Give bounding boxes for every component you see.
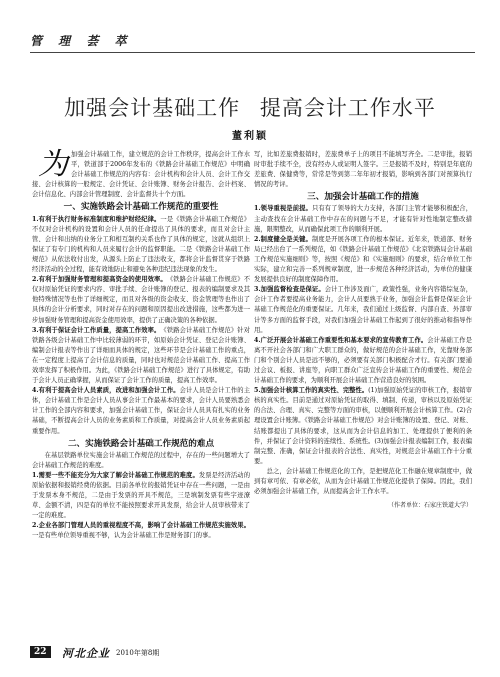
title-part-1: 加强会计基础工作 — [64, 96, 241, 120]
s1-p3-text: 《铁路会计基础工作规范》针对铁路各级会计基础工作中比较薄弱的环节，如原始会计凭证、登记会计账簿、编制会计报表等作出了详细而具体的规定，这些环节是会计基础工作的重点，在一定程度上提高了会计信息的质量，同时也对规范会计基础工作、提高工作效率发挥了积极作用。为此，《铁路会计基础工作规范》进行了具体规定，有助于会计人员正确掌握，从而保证了会计工作的质量，提高工作效率。 — [32, 326, 251, 385]
s1-p2-text: 《铁路会计基础工作规范》不仅对原始凭证的要求内容、审批手续、会计账簿的登记、报表的编制要求及其他特殊情况等也作了详细规定，而且对各级的资金收支、资金管理等也作出了具体的会计分析要求，同时对存在的问题和原因提出改进措施，这些都为进一步加强财务管理和提高资金使用效率，提供了正确决策的各种依据。 — [32, 276, 251, 324]
s3-p3-text: 会计工作涉及面广，政策性强，业务内容错综复杂，会计工作者要提高业务能力，会计人员要熟于业务，加强会计监督是保证会计基础工作规范化的重要保证。几年来，我们通过上级监督、内部自查、外部审计等多方面的监督手段，对我们加强会计基础工作起到了很好的推动和指导作用。 — [254, 286, 473, 334]
right-column — [254, 150, 472, 511]
article-author: 董利颖 — [232, 131, 268, 142]
s3-p2-text: 制度是开展各项工作的根本保证。近年来，铁道部、财务局已经出台了一系列规范，如《铁路会计基础工作规范》《北京铁路局会计基础工作规范实施细则》等，按照《规范》和《实施细则》的要求，结合单位工作实际，建立和完善一系列规章制度，进一步规范各种经济活动，为单位的健康发展提供良好的制度保障作用。 — [254, 235, 472, 284]
s3-p4-title: 4.广泛开展会计基础工作重要性和基本要求的宣传教育工作。 — [254, 336, 428, 344]
page-number: 22 — [30, 646, 51, 658]
title-part-2: 提高会计工作水平 — [259, 96, 436, 120]
intro-text: 加强会计基础工作，建立规范的会计工作秩序，提高会计工作水平，铁道部于2006年发布的《铁路会计基础工作规范》中明确会计基础工作规范的内容有：会计机构和会计人员、会计工作交接、会计核算的一般规定、会计凭证、会计账簿、财务会计报告、会计档案、会计信息化、内部会计管理制度、会计监督共十个方面。 — [32, 151, 250, 199]
journal-name: 河北企业 — [62, 647, 110, 660]
s1-p1-text: 一是《铁路会计基础工作规范》不仅对会计机构的设置和会计人员的任命提出了具体的要求，而且对会计主管、会计和出纳的业务分工和相互制约关系也作了具体的规定，这就从组织上保证了有专门的机构和人员来履行会计的监督职能。二是《铁路会计基础工作规范》从依法收付出发，从源头上防止了违法收支，都将会计监督贯穿于铁路经济活动的全过程，能有效地防止和避免各种违纪违法现象的发生。 — [32, 215, 251, 274]
author-affiliation: （作者单位：石家庄铁道大学） — [387, 502, 472, 510]
s3-p5-text: (1)加强原始凭证的审核工作，报销审核的真实性。目前是通过对原始凭证的取得、填制、传递，审核以及原始凭证的合法、合理、真实、完整等方面的审核，以便顺利开展会计核算工作。(2)合理设置会计账簿。《铁路会计基础工作规范》对会计账簿的设置、登记、对账、结账都提出了具体的要求，这从而为会计信息的加工、处理提供了便利的条件，并保证了会计资料的连续性、系统性。(3)加强会计报表编制工作，报表编制完整、准确，保证会计报表的合法性、真实性，对规范会计基础工作十分重要。 — [254, 387, 472, 465]
issue-label: 2010年第8期 — [116, 649, 160, 657]
s3-p1-title: 1.领导重视是前提。 — [254, 205, 312, 213]
s3-p5-title: 5.加强会计核算工作的真实性、完整性。 — [254, 387, 369, 395]
dropcap: 为 — [38, 147, 68, 182]
section-tag: 管 理 荟 萃 — [30, 34, 133, 48]
page-footer — [30, 646, 475, 660]
header-rule — [30, 52, 475, 53]
s1-p1-title: 1.有利于执行财务标准制度和维护财经纪律。 — [32, 215, 161, 223]
s3-p3-title: 3.加强监督检查是保证。 — [254, 286, 325, 294]
s2-p1-text: 发票是经济活动的原始依据和报销经费的依据。目前各单位的报销凭证中存在一些问题，一是由于发票本身不规范，二是由于发票的开具不规范，三是填制发票有些字迹潦草、金额不清，四是有的单位不能按照要求开具发票，给会计人员审核带来了一定的难度。 — [32, 471, 251, 520]
s1-p2-title: 2.有利于加强财务管理和提高资金的使用效率。 — [32, 276, 167, 284]
left-column — [32, 147, 251, 542]
section-2-heading: 二、实施铁路会计基础工作规范的难点 — [67, 438, 215, 449]
s3-p1-text: 只有有了领导的大力支持，各部门主管才能够积极配合，主动查找在会计基础工作中存在的问题与不足，才能有针对性地制定整改措施，限期整改，从而确保此项工作的顺利开展。 — [254, 205, 472, 233]
s2-p2-title: 2.企业各部门管理人员的重视程度不高，影响了会计基础工作规范实施效果。 — [32, 522, 250, 530]
s1-p4-title: 4.有利于提高会计人员素质，改进和加强会计工作。 — [32, 387, 180, 395]
s1-p4-text: 会计人员是会计工作的主体，会计基础工作是会计人员从事会计工作最基本的要求，会计人员要熟悉会计工作的全部内容和要求，加强会计基础工作，保证会计人员具有扎实的业务基础，不断提高会计人员的业务素质和工作质量，对提高会计人员业务素质起重要作用。 — [32, 387, 251, 435]
intro-paragraph — [32, 147, 250, 200]
conclusion-paragraph: 总之，会计基础工作规范化的工作，是把规范化工作融在规章制度中，做到有章可依、有章必依，从而为会计基础工作规范化提供了保障。因此，我们必须加强会计基础工作，从而提高会计工作水平。 — [254, 467, 472, 496]
article-title — [0, 92, 500, 122]
s3-p4-text: 会计基础工作是离不开社会各部门和广大职工群众的，做好规范的会计基础工作，光靠财务部门和个别会计人员是远不够的，必须要有关部门积极配合才行。有关部门要通过会议、板报、讲座等，向职工群众广泛宣传会计基础工作的重要性、规范会计基础工作的要求，为顺利开展会计基础工作营造良好的氛围。 — [254, 336, 473, 385]
s2-p1-title: 1.需要一些不能充分为大家了解会计基础工作规范的难度。 — [32, 471, 199, 479]
continued-paragraph: 写，比如差旅费报销时，差旅费单子上的项目不能填写齐全。二是审批，报销时审批手续不全，没有经办人或证明人签字。三是报销不及时，特别是年底的差旅费、保健费等，常常是等到第二年年初才报销，影响到各部门对预算执行情况的考评。 — [254, 151, 472, 189]
s1-p3-title: 3.有利于保证会计工作质量，提高工作效率。 — [32, 326, 161, 334]
s2-p2-text: 一是有些单位领导重视不够，认为会计基础工作是财务部门的事。 — [32, 532, 215, 540]
s3-p2-title: 2.制度健全是关键。 — [254, 235, 312, 243]
section-3-heading: 三、加强会计基础工作的措施 — [307, 192, 419, 203]
section-1-heading: 一、实施铁路会计基础工作规范的重要性 — [63, 202, 219, 213]
s2-intro: 在基层铁路单位实施会计基础工作规范的过程中，存在的一些问题增大了会计基础工作规范的难度。 — [32, 451, 250, 469]
